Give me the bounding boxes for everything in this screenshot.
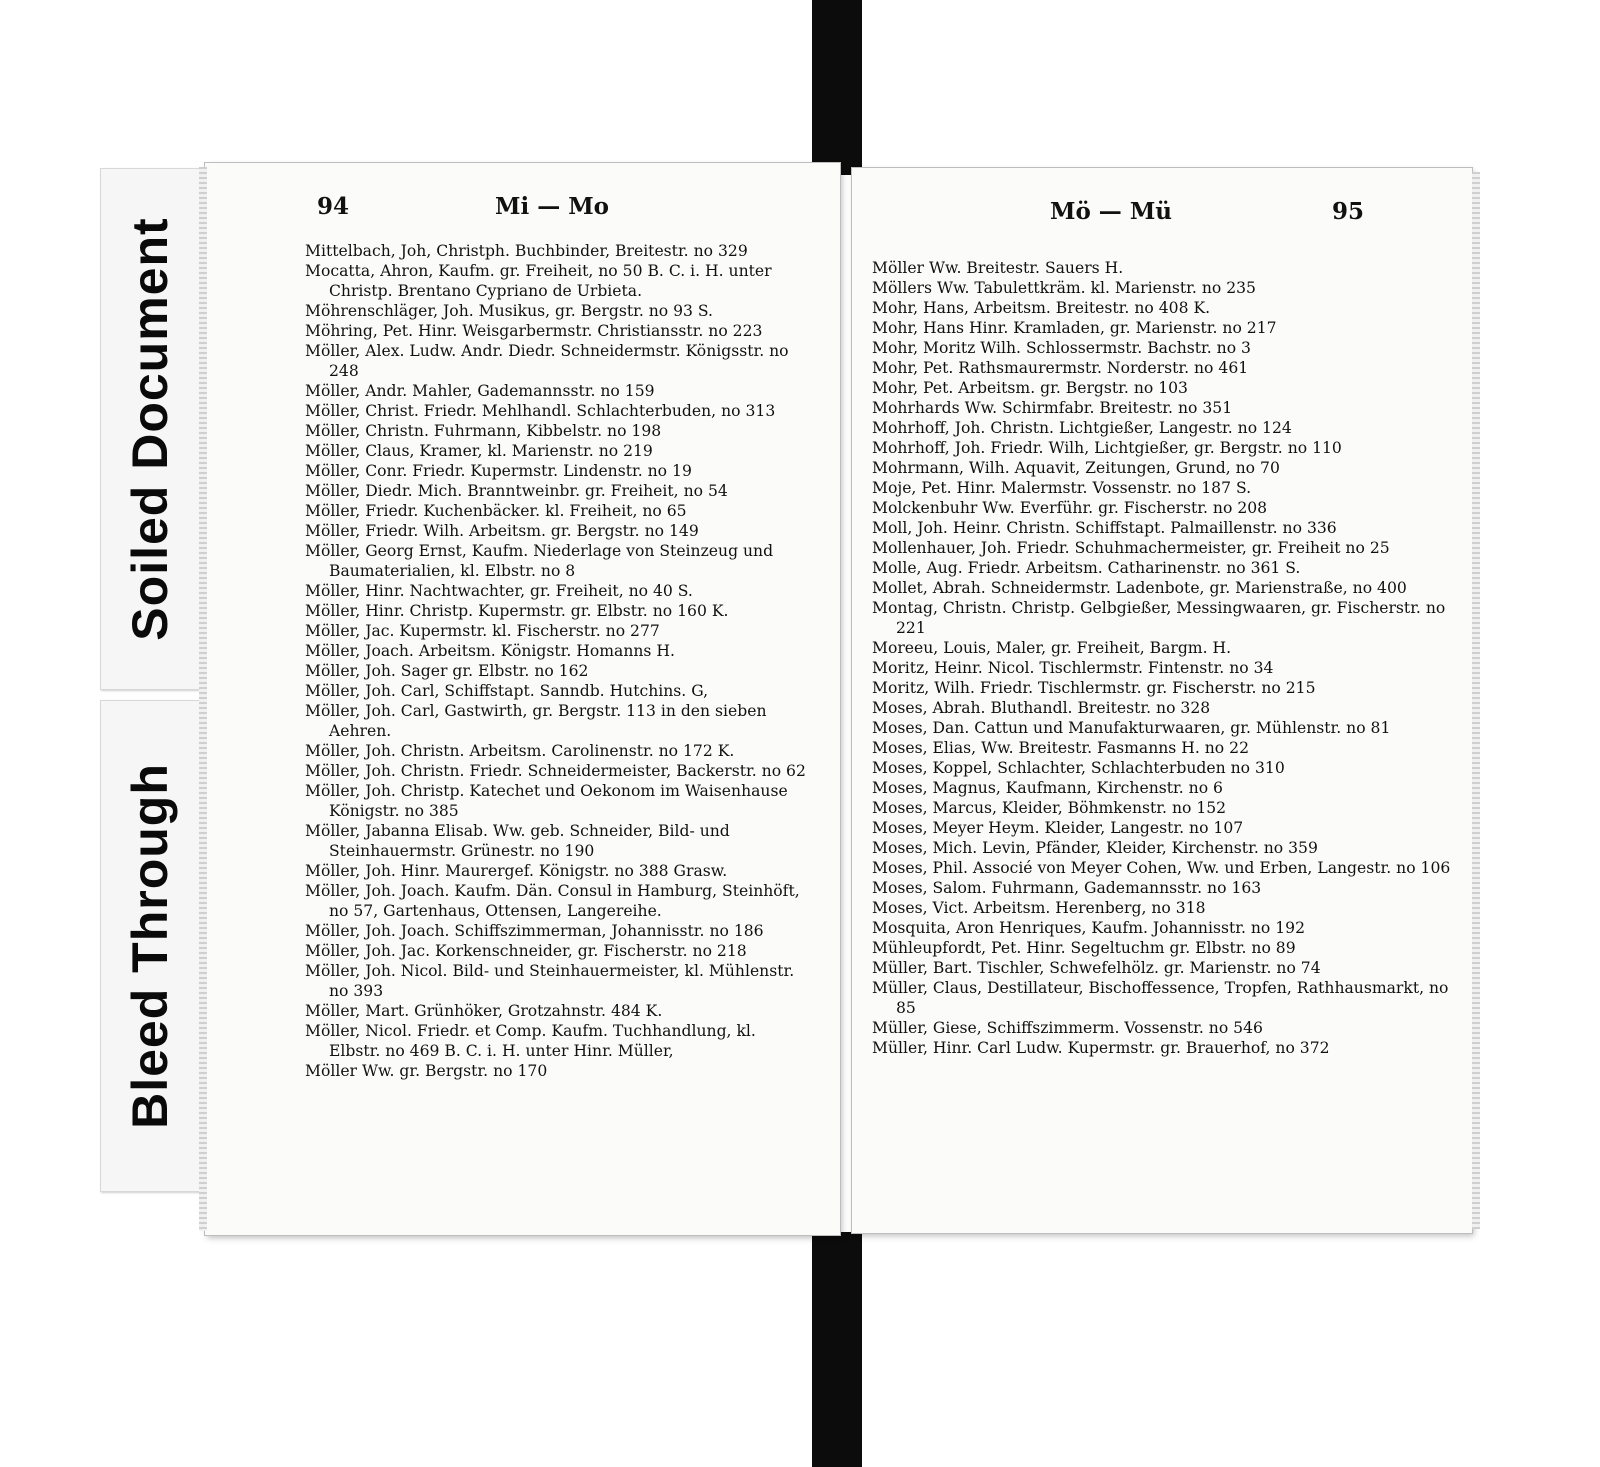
directory-entry: Möller, Christn. Fuhrmann, Kibbelstr. no 198 xyxy=(305,422,662,440)
directory-entry: Moses, Meyer Heym. Kleider, Langestr. no 107 xyxy=(872,819,1244,837)
directory-entry: Mohr, Pet. Arbeitsm. gr. Bergstr. no 103 xyxy=(872,379,1188,397)
directory-entry: Möller, Joh. Carl, Gastwirth, gr. Bergstr. 113 in den sieben Aehren. xyxy=(305,702,767,740)
directory-entry: Möller, Joh. Sager gr. Elbstr. no 162 xyxy=(305,662,589,680)
directory-entry: Mohr, Hans Hinr. Kramladen, gr. Marienstr. no 217 xyxy=(872,319,1277,337)
directory-entry: Möller, Jac. Kupermstr. kl. Fischerstr. no 277 xyxy=(305,622,660,640)
directory-entry: Möller, Joh. Joach. Schiffszimmerman, Johannisstr. no 186 xyxy=(305,922,764,940)
directory-entry: Möller, Nicol. Friedr. et Comp. Kaufm. Tuchhandlung, kl. Elbstr. no 469 B. C. i. H. unter Hinr. Müller, xyxy=(305,1022,756,1060)
directory-entry: Möller, Diedr. Mich. Branntweinbr. gr. Freiheit, no 54 xyxy=(305,482,728,500)
directory-entry: Moses, Phil. Associé von Meyer Cohen, Ww. und Erben, Langestr. no 106 xyxy=(872,859,1451,877)
directory-entry: Mollet, Abrah. Schneidermstr. Ladenbote, gr. Marienstraße, no 400 xyxy=(872,579,1407,597)
directory-entry: Moses, Vict. Arbeitsm. Herenberg, no 318 xyxy=(872,899,1206,917)
directory-entry: Moreeu, Louis, Maler, gr. Freiheit, Bargm. H. xyxy=(872,639,1232,657)
soiled-document-label: Soiled Document xyxy=(122,217,178,641)
directory-entry: Moses, Marcus, Kleider, Böhmkenstr. no 152 xyxy=(872,799,1227,817)
directory-entry: Moses, Salom. Fuhrmann, Gademannsstr. no 163 xyxy=(872,879,1262,897)
directory-entry: Molckenbuhr Ww. Everführ. gr. Fischerstr. no 208 xyxy=(872,499,1268,517)
directory-entry: Mühleupfordt, Pet. Hinr. Segeltuchm gr. Elbstr. no 89 xyxy=(872,939,1296,957)
directory-entry: Moses, Magnus, Kaufmann, Kirchenstr. no 6 xyxy=(872,779,1223,797)
binding-strip-top xyxy=(812,0,862,175)
directory-entry: Möller, Joh. Christp. Katechet und Oekonom im Waisenhause Königstr. no 385 xyxy=(305,782,788,820)
directory-entry: Möller, Andr. Mahler, Gademannsstr. no 159 xyxy=(305,382,655,400)
soiled-document-label-tab xyxy=(100,168,200,690)
binding-strip-bottom xyxy=(812,1232,862,1467)
directory-entry: Möllers Ww. Tabulettkräm. kl. Marienstr. no 235 xyxy=(872,279,1256,297)
right-page-header: Mö — Mü xyxy=(1050,198,1172,225)
directory-entry: Möller, Joh. Nicol. Bild- und Steinhauermeister, kl. Mühlenstr. no 393 xyxy=(305,962,795,1000)
directory-entry: Möller, Friedr. Kuchenbäcker. kl. Freiheit, no 65 xyxy=(305,502,687,520)
directory-entry: Möller, Conr. Friedr. Kupermstr. Lindenstr. no 19 xyxy=(305,462,692,480)
directory-entry: Mosquita, Aron Henriques, Kaufm. Johannisstr. no 192 xyxy=(872,919,1306,937)
left-page-number: 94 xyxy=(317,193,350,220)
directory-entry: Möller, Joh. Jac. Korkenschneider, gr. Fischerstr. no 218 xyxy=(305,942,747,960)
directory-entry: Mohrhoff, Joh. Friedr. Wilh, Lichtgießer, gr. Bergstr. no 110 xyxy=(872,439,1342,457)
directory-entry: Müller, Giese, Schiffszimmerm. Vossenstr. no 546 xyxy=(872,1019,1263,1037)
directory-entry: Möhring, Pet. Hinr. Weisgarbermstr. Christiansstr. no 223 xyxy=(305,322,763,340)
directory-entry: Möller, Georg Ernst, Kaufm. Niederlage von Steinzeug und Baumaterialien, kl. Elbstr. no 8 xyxy=(305,542,774,580)
directory-entry: Moses, Dan. Cattun und Manufakturwaaren, gr. Mühlenstr. no 81 xyxy=(872,719,1391,737)
directory-entry: Möller, Joh. Hinr. Maurergef. Königstr. no 388 Grasw. xyxy=(305,862,728,880)
directory-entry: Möller, Mart. Grünhöker, Grotzahnstr. 484 K. xyxy=(305,1002,663,1020)
directory-entry: Müller, Claus, Destillateur, Bischoffessence, Tropfen, Rathhausmarkt, no 85 xyxy=(872,979,1449,1017)
left-page-entries xyxy=(205,241,840,1081)
directory-entry: Möller, Joh. Joach. Kaufm. Dän. Consul in Hamburg, Steinhöft, no 57, Gartenhaus, Ottensen, Langereihe. xyxy=(305,882,800,920)
directory-entry: Mittelbach, Joh, Christph. Buchbinder, Breitestr. no 329 xyxy=(305,242,748,260)
directory-entry: Möller, Joh. Christn. Arbeitsm. Carolinenstr. no 172 K. xyxy=(305,742,735,760)
directory-entry: Mohr, Pet. Rathsmaurermstr. Norderstr. no 461 xyxy=(872,359,1249,377)
directory-entry: Möller Ww. gr. Bergstr. no 170 xyxy=(305,1062,548,1080)
directory-entry: Möhrenschläger, Joh. Musikus, gr. Bergstr. no 93 S. xyxy=(305,302,714,320)
directory-entry: Müller, Hinr. Carl Ludw. Kupermstr. gr. Brauerhof, no 372 xyxy=(872,1039,1330,1057)
directory-entry: Möller, Joh. Carl, Schiffstapt. Sanndb. Hutchins. G, xyxy=(305,682,709,700)
directory-entry: Mohr, Hans, Arbeitsm. Breitestr. no 408 K. xyxy=(872,299,1211,317)
directory-entry: Mohrhoff, Joh. Christn. Lichtgießer, Langestr. no 124 xyxy=(872,419,1292,437)
directory-entry: Moll, Joh. Heinr. Christn. Schiffstapt. Palmaillenstr. no 336 xyxy=(872,519,1337,537)
directory-entry: Moje, Pet. Hinr. Malermstr. Vossenstr. no 187 S. xyxy=(872,479,1252,497)
directory-entry: Moses, Elias, Ww. Breitestr. Fasmanns H. no 22 xyxy=(872,739,1249,757)
directory-entry: Möller, Claus, Kramer, kl. Marienstr. no 219 xyxy=(305,442,653,460)
bleed-through-label: Bleed Through xyxy=(122,763,178,1129)
directory-entry: Möller, Alex. Ludw. Andr. Diedr. Schneidermstr. Königsstr. no 248 xyxy=(305,342,789,380)
directory-entry: Möller, Hinr. Nachtwachter, gr. Freiheit, no 40 S. xyxy=(305,582,693,600)
directory-entry: Möller, Joh. Christn. Friedr. Schneidermeister, Backerstr. no 62 xyxy=(305,762,806,780)
right-page xyxy=(852,168,1472,1233)
directory-entry: Mohr, Moritz Wilh. Schlossermstr. Bachstr. no 3 xyxy=(872,339,1251,357)
directory-entry: Molle, Aug. Friedr. Arbeitsm. Catharinenstr. no 361 S. xyxy=(872,559,1301,577)
left-page xyxy=(205,163,840,1235)
left-page-header: Mi — Mo xyxy=(495,193,610,220)
directory-entry: Möller, Hinr. Christp. Kupermstr. gr. Elbstr. no 160 K. xyxy=(305,602,729,620)
directory-entry: Mocatta, Ahron, Kaufm. gr. Freiheit, no 50 B. C. i. H. unter Christp. Brentano Cypriano de Urbieta. xyxy=(305,262,772,300)
directory-entry: Möller, Joach. Arbeitsm. Königstr. Homanns H. xyxy=(305,642,675,660)
directory-entry: Möller, Friedr. Wilh. Arbeitsm. gr. Bergstr. no 149 xyxy=(305,522,699,540)
directory-entry: Mohrhards Ww. Schirmfabr. Breitestr. no 351 xyxy=(872,399,1233,417)
directory-entry: Moses, Abrah. Bluthandl. Breitestr. no 328 xyxy=(872,699,1211,717)
directory-entry: Moses, Koppel, Schlachter, Schlachterbuden no 310 xyxy=(872,759,1285,777)
right-page-entries xyxy=(852,258,1472,1058)
directory-entry: Mollenhauer, Joh. Friedr. Schuhmachermeister, gr. Freiheit no 25 xyxy=(872,539,1390,557)
directory-entry: Moritz, Heinr. Nicol. Tischlermstr. Fintenstr. no 34 xyxy=(872,659,1274,677)
directory-entry: Müller, Bart. Tischler, Schwefelhölz. gr. Marienstr. no 74 xyxy=(872,959,1321,977)
directory-entry: Möller, Jabanna Elisab. Ww. geb. Schneider, Bild- und Steinhauermstr. Grünestr. no 190 xyxy=(305,822,730,860)
directory-entry: Möller, Christ. Friedr. Mehlhandl. Schlachterbuden, no 313 xyxy=(305,402,776,420)
bleed-through-label-tab xyxy=(100,700,200,1192)
directory-entry: Mohrmann, Wilh. Aquavit, Zeitungen, Grund, no 70 xyxy=(872,459,1280,477)
directory-entry: Möller Ww. Breitestr. Sauers H. xyxy=(872,259,1124,277)
directory-entry: Montag, Christn. Christp. Gelbgießer, Messingwaaren, gr. Fischerstr. no 221 xyxy=(872,599,1446,637)
right-page-number: 95 xyxy=(1332,198,1365,225)
directory-entry: Moritz, Wilh. Friedr. Tischlermstr. gr. Fischerstr. no 215 xyxy=(872,679,1316,697)
directory-entry: Moses, Mich. Levin, Pfänder, Kleider, Kirchenstr. no 359 xyxy=(872,839,1318,857)
